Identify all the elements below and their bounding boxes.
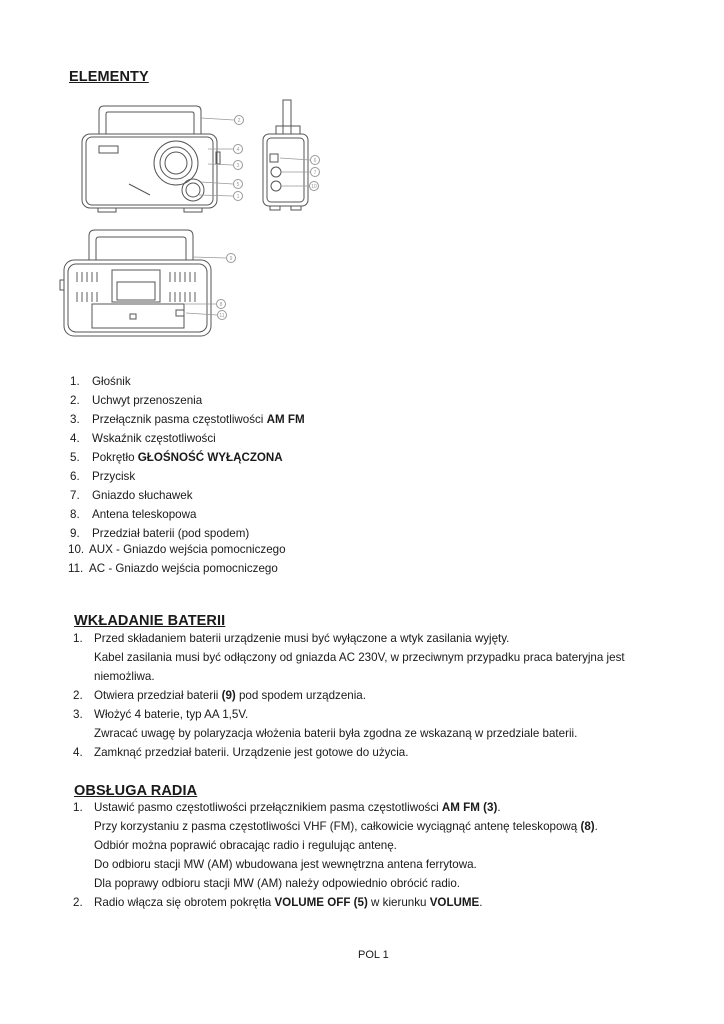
callout-11: 11	[219, 313, 225, 319]
section-title-radio: OBSŁUGA RADIA	[74, 783, 198, 799]
callout-1: 1	[236, 194, 240, 200]
list-item-text: Antena teleskopowa	[92, 508, 197, 521]
list-item-number: 9.	[70, 527, 80, 540]
instruction-number: 2.	[73, 689, 83, 702]
radio-front-view	[82, 106, 220, 212]
list-item-number: 10.	[68, 543, 85, 556]
callout-10: 10	[311, 184, 317, 190]
callout-5: 5	[236, 182, 240, 188]
section-title-batteries: WKŁADANIE BATERII	[74, 613, 226, 629]
callout-6: 6	[313, 158, 317, 164]
list-item-text: Gniazdo słuchawek	[92, 489, 193, 502]
callout-2: 2	[237, 118, 241, 124]
list-item-number: 5.	[70, 451, 80, 464]
instruction-number: 2.	[73, 896, 83, 909]
instruction-number: 4.	[73, 746, 83, 759]
list-item-number: 7.	[70, 489, 80, 502]
list-item-text: AC - Gniazdo wejścia pomocniczego	[89, 562, 278, 575]
list-item-text: AUX - Gniazdo wejścia pomocniczego	[89, 543, 286, 556]
list-item-text: Uchwyt przenoszenia	[92, 394, 203, 407]
list-item-text: Pokrętło GŁOŚNOŚĆ WYŁĄCZONA	[92, 451, 283, 464]
list-item-number: 4.	[70, 432, 80, 445]
list-item-text: Wskaźnik częstotliwości	[92, 432, 216, 445]
callout-7: 7	[313, 170, 317, 176]
page-number: POL 1	[358, 949, 389, 961]
list-item-number: 8.	[70, 508, 80, 521]
list-item-number: 1.	[70, 375, 80, 388]
section-title-elementy: ELEMENTY	[69, 69, 149, 85]
callout-8: 8	[219, 302, 223, 308]
radio-side-view	[263, 100, 308, 210]
callout-4: 4	[236, 147, 240, 153]
list-item-text: Głośnik	[92, 375, 131, 388]
instruction-number: 1.	[73, 801, 83, 814]
list-item-number: 6.	[70, 470, 80, 483]
list-item-number: 11.	[68, 562, 84, 575]
instruction-number: 1.	[73, 632, 83, 645]
list-item-number: 3.	[70, 413, 80, 426]
list-item-text: Przedział baterii (pod spodem)	[92, 527, 250, 540]
instruction-number: 3.	[73, 708, 83, 721]
radio-diagram	[0, 0, 724, 360]
list-item-text: Przełącznik pasma częstotliwości AM FM	[92, 413, 305, 426]
list-item-number: 2.	[70, 394, 80, 407]
callout-3: 3	[236, 163, 240, 169]
radio-back-view	[60, 230, 211, 336]
callout-9: 9	[229, 256, 233, 262]
list-item-text: Przycisk	[92, 470, 136, 483]
